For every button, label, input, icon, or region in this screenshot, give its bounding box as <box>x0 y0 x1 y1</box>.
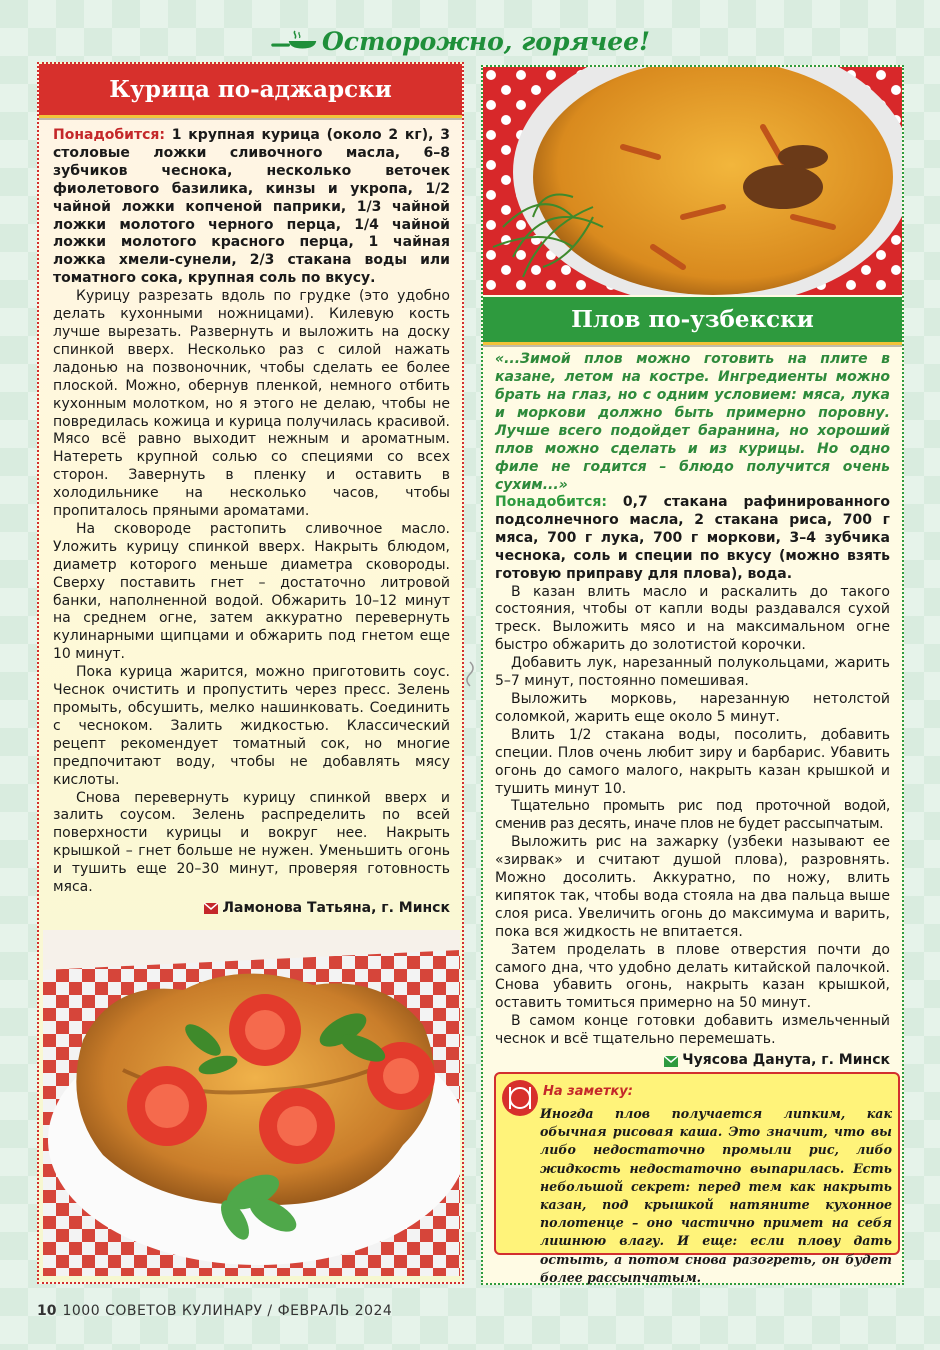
step-paragraph: Курицу разрезать вдоль по грудке (это удобно делать кухонными ножницами). Килевую кость лучше вырезать. Развернуть и выложить на доску спинкой вверх. Несколько раз с силой нажать ладонью на позвоночник, чтобы сделать ее более плоской. Можно, обернув пленкой, немного отбить кухонным молотком, но я этого не делаю, чтобы не повредилась кожица и курица получилась красивой. Мясо всё равно выходит нежным и ароматным. Натереть крупной солью со специями со всех сторон. Завернуть в пленку и оставить в холодильнике на несколько часов, чтобы пропиталось пряными ароматами. <box>53 288 450 520</box>
ingredients-list: 1 крупная курица (около 2 кг), 3 столовые ложки сливочного масла, 6–8 зубчиков чеснока, несколько веточек фиолетового базилика, кинзы и укропа, 1/2 чайной ложки копченой паприки, 1/3 чайной ложки молотого черного перца, 1/4 чайной ложки молотого красного перца, 1 чайная ложка хмели-сунели, 2/3 стакана воды или томатного сока, крупная соль по вкусу. <box>53 127 450 287</box>
ingredients-label: Понадобится: <box>53 127 165 143</box>
recipe-plov-ingredients <box>495 494 890 584</box>
frying-pan-icon <box>270 21 320 61</box>
step-paragraph: Добавить лук, нарезанный полукольцами, жарить 5–7 минут, постоянно помешивая. <box>495 655 890 690</box>
step-paragraph: Снова перевернуть курицу спинкой вверх и залить соусом. Зелень распределить по всей поверхности курицы и вокруг нее. Накрыть крышкой – гнет больше не нужен. Уменьшить огонь и тушить еще 20–30 минут, проверяя готовность мяса. <box>53 789 450 896</box>
section-header <box>270 18 650 64</box>
tip-title: На заметку: <box>543 1084 633 1099</box>
step-paragraph: В самом конце готовки добавить измельченный чеснок и всё тщательно перемешать. <box>495 1013 890 1048</box>
tip-box <box>494 1072 900 1285</box>
ingredients-label: Понадобится: <box>495 494 607 510</box>
author-name: Ламонова Татьяна, г. Минск <box>222 899 450 916</box>
step-paragraph: В казан влить масло и раскалить до такого состояния, чтобы от капли воды раздавался сухой треск. Выложить мясо и на максимальном огне быстро обжарить до золотистой корочки. <box>495 583 890 654</box>
envelope-icon <box>204 903 218 914</box>
recipe-plov-quote: «...Зимой плов можно готовить на плите в казане, летом на костре. Ингредиенты можно брать на глаз, но с одним условием: мяса, лука и моркови должно быть примерно поровну. Лучше всего подойдет баранина, но хороший плов можно сделать и из курицы. Но одно филе не годится – блюдо получится очень сухим...» <box>495 351 890 493</box>
cutlery-plate-icon <box>501 1079 539 1117</box>
step-paragraph: Выложить рис на зажарку (узбеки называют ее «зирвак» и считают душой плова), разровнять. Можно досолить. Аккуратно, по ножу, влить кипяток так, чтобы вода стояла на два пальца выше слоя риса. Увеличить огонь до максимума и варить, пока вся жидкость не впитается. <box>495 834 890 940</box>
page-number: 10 <box>37 1303 57 1319</box>
page-footer <box>37 1303 392 1319</box>
magazine-issue: 1000 СОВЕТОВ КУЛИНАРУ / ФЕВРАЛЬ 2024 <box>62 1303 393 1319</box>
step-paragraph: Выложить морковь, нарезанную нетолстой соломкой, жарить еще около 5 минут. <box>495 690 890 725</box>
step-paragraph: На сковороде растопить сливочное масло. Уложить курицу спинкой вверх. Накрыть блюдом, диаметр которого меньше диаметра сковороды. Сверху поставить гнет – достаточно литровой банки, наполненной водой. Обжарить 10–12 минут на среднем огне, затем аккуратно перевернуть кулинарными щипцами и обжарить под гнетом еще 10 минут. <box>53 520 450 663</box>
author-signature <box>495 1052 890 1070</box>
chicken-photo <box>43 930 460 1276</box>
step-paragraph: Пока курица жарится, можно приготовить соус. Чеснок очистить и пропустить через пресс. Зелень промыть, обсушить, мелко нашинковать. Соединить с чесноком. Залить жидкостью. Классический рецепт рекомендует томатный сок, но многие предпочитают воду, чтобы не добавлять мясу кислоты. <box>53 664 450 788</box>
step-paragraph: Влить 1/2 стакана воды, посолить, добавить специи. Плов очень любит зиру и барбарис. Убавить огонь до самого малого, накрыть казан крышкой и тушить минут 10. <box>495 726 890 797</box>
decorative-swirl-icon <box>463 660 477 688</box>
plov-photo <box>483 67 902 295</box>
step-paragraph: Затем проделать в плове отверстия почти до самого дна, что удобно делать китайской палочкой. Снова убавить огонь, накрыть казан крышкой, оставить томиться примерно на 50 минут. <box>495 941 890 1012</box>
recipe-plov-banner <box>483 297 902 347</box>
recipe-chicken-text <box>53 127 450 918</box>
recipe-chicken-card <box>37 62 464 1284</box>
recipe-plov-title: Плов по-узбекски <box>483 297 902 345</box>
envelope-icon <box>664 1056 678 1067</box>
recipe-chicken-title: Курица по-аджарски <box>39 64 462 118</box>
ingredients-list: 0,7 стакана рафинированного подсолнечного масла, 2 стакана риса, 700 г мяса, 700 г лука, 700 г моркови, 3–4 зубчика чеснока, соль и специи по вкусу (можно взять готовую приправу для плова), вода. <box>495 494 890 582</box>
recipe-chicken-ingredients <box>53 127 450 288</box>
step-paragraph: Тщательно промыть рис под проточной водой, сменив раз десять, иначе плов не будет рассыпчатым. <box>495 798 890 833</box>
recipe-plov-body <box>495 494 890 1070</box>
author-signature <box>53 900 450 918</box>
section-title: Осторожно, горячее! <box>321 26 650 56</box>
author-name: Чуясова Данута, г. Минск <box>682 1052 890 1069</box>
tip-text: Иногда плов получается липким, как обычная рисовая каша. Это значит, что вы либо недостаточно промыли рис, либо жидкость недостаточно выпарилась. Есть небольшой секрет: перед тем как накрыть казан, под крышкой натяните кухонное полотенце – оно частично примет на себя лишнюю влагу. И еще: если плову дать остыть, а потом снова разогреть, он будет более рассыпчатым. <box>540 1106 892 1285</box>
recipe-plov-text <box>495 350 890 1070</box>
